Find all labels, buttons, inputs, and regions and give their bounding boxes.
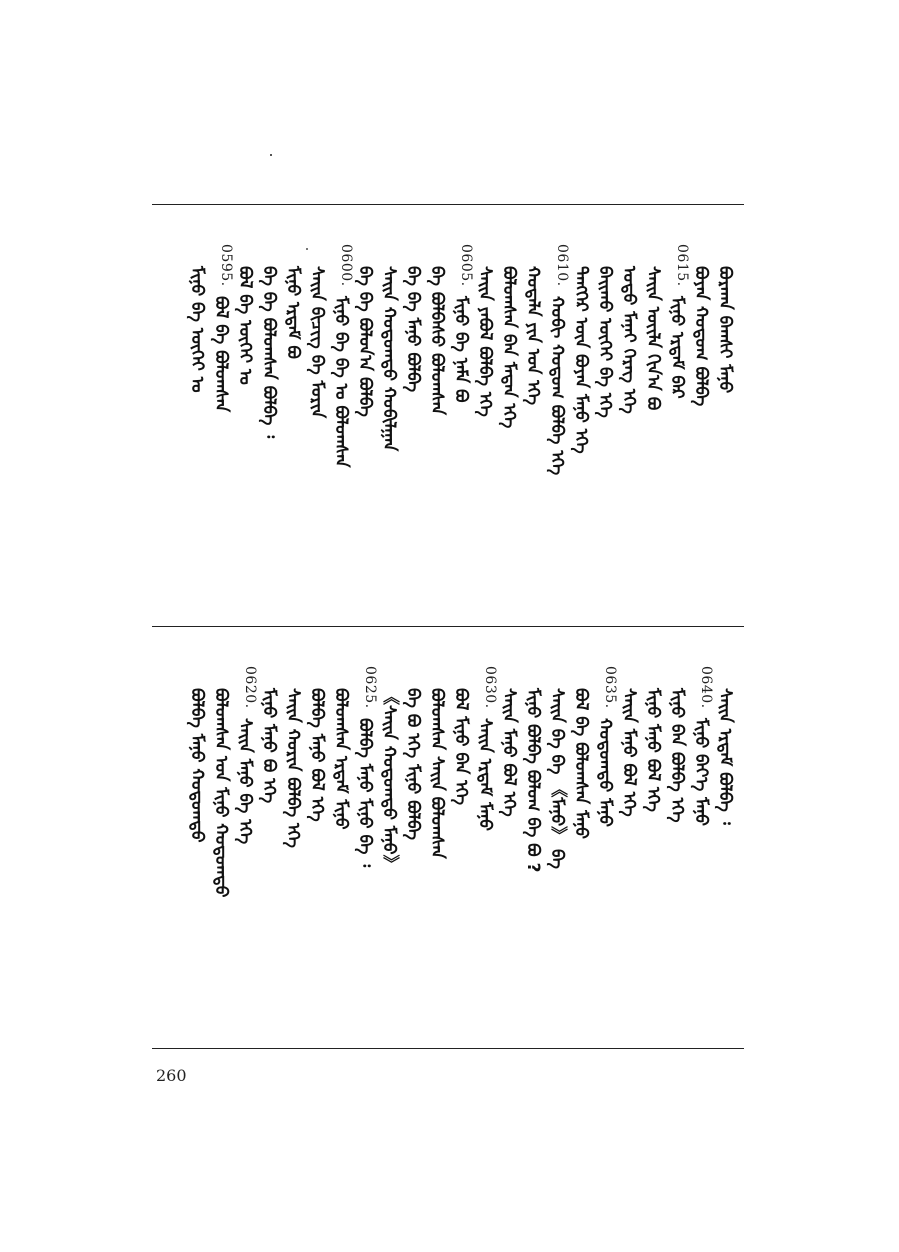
mongolian-verse-line: ᠰᠠᠢᠨ ᠶᠠᠪᠤᠯ ᠪᠣᠯᠪᠠ ᠡᠭᠡ	[475, 266, 495, 417]
mongolian-verse-line: ᠮᠢᠨᠤ ᠪᠡᠨ ᠪᠣᠯᠪᠠ ᠡᠭᠡ	[667, 688, 687, 823]
mongolian-verse-line: ᠲᠡᠩᠭᠡᠷ ᠦᠨ ᠪᠤᠶᠠᠨ ᠮᠠᠨᠤ ᠡᠭᠡ	[571, 266, 591, 454]
mongolian-verse-line: ᠪᠡ ᠪᠣ ᠡᠭᠡ ᠮᠢᠨᠤ ᠪᠣᠯᠪᠠ	[403, 688, 423, 840]
mongolian-verse-line: ᠪᠡ ᠪᠣᠯᠪᠠᠰᠤ ᠪᠣᠯᠤᠭᠰᠠᠨ	[427, 266, 447, 416]
line-number: 0615.	[674, 244, 690, 287]
mongolian-verse-line: ᠪᠣᠯ ᠮᠢᠨᠤ ᠪᠡᠨ ᠡᠭᠡ	[451, 688, 471, 806]
mongolian-verse-line: ᠮᠢᠨᠤ ᠮᠠᠨᠤ ᠪᠣ ᠡᠭᠡ	[259, 688, 279, 804]
mongolian-verse-line: 《ᠰᠠᠢᠨ ᠬᠤᠲᠤᠭᠲᠤ ᠮᠠᠨᠤ》	[379, 688, 399, 872]
mongolian-verse-line: ᠪᠤᠶᠠᠨ ᠬᠤᠲᠤᠭ ᠪᠣᠯᠪᠠ	[691, 266, 711, 407]
line-number: 0610.	[554, 244, 570, 287]
mongolian-verse-line: ᠰᠠᠢᠨ ᠮᠠᠨᠤ ᠪᠣᠯ ᠡᠭᠡ	[619, 688, 639, 817]
mongolian-verse-line: ᠮᠢᠨᠤ ᠪᠡ ᠨᠠᠮᠠ ᠪᠣ	[451, 296, 471, 403]
mongolian-verse-line: ᠰᠠᠢᠨ ᠪᠢᠴᠢᠭ ᠪᠡ ᠮᠣᠷᠢᠨ	[307, 266, 327, 419]
mongolian-verse-line: ᠰᠠᠢᠨ ᠬᠤᠲᠤᠭᠲᠤ ᠬᠤᠪᠢᠯᠭᠠᠨ	[379, 266, 399, 452]
middle-rule	[152, 626, 744, 627]
mongolian-verse-line: ᠰᠠᠢᠨ ᠦᠢᠯᠡ ᠬᠢᠨ᠎ᠠ ᠪᠤ	[643, 266, 663, 411]
line-number: 0620.	[242, 666, 258, 709]
mongolian-verse-line: ᠪᠡ ᠪᠡ ᠪᠣᠯᠤᠨ᠎ᠠ ᠪᠣᠯᠪᠠ	[355, 266, 375, 417]
mongolian-verse-line: ᠪᠡ ᠪᠡ ᠮᠠᠨᠤ ᠪᠣᠯᠪᠠ	[403, 266, 423, 393]
mongolian-verse-line: ᠪᠣᠯ ᠪᠡ ᠪᠣᠯᠤᠭᠰᠠᠨ ᠮᠠᠨᠤ	[571, 688, 591, 839]
mongolian-verse-line: ᠪᠣᠯᠤᠭᠰᠠᠨ ᠡᠷᠳᠡᠮ ᠮᠢᠨᠤ	[331, 688, 351, 830]
mongolian-verse-line: ᠪᠣᠯᠤᠭᠰᠠᠨ ᠰᠠᠢᠨ ᠪᠣᠯᠤᠭᠰᠠᠨ	[427, 688, 447, 859]
mongolian-verse-line: ᠮᠢᠨᠤ ᠡᠷᠳᠡᠮ ᠪᠡᠷ	[667, 296, 687, 399]
line-number: 0630.	[482, 666, 498, 709]
line-number: 0625.	[362, 666, 378, 709]
mongolian-verse-line: ᠬᠣᠪᠢ ᠬᠤᠲᠤᠭ ᠪᠣᠯᠪᠠ ᠡᠭᠡ	[547, 296, 567, 476]
mongolian-verse-line: ᠰᠠᠢᠨ ᠡᠷᠳᠡᠮ ᠪᠣᠯᠪᠠ ᠄	[715, 688, 735, 825]
mongolian-verse-line: ᠪᠤᠷᠬᠠᠨ ᠪᠠᠭᠰᠢ ᠮᠠᠨᠤ	[715, 266, 735, 394]
bottom-rule	[152, 1048, 744, 1049]
mongolian-verse-line: ᠪᠣᠯᠪᠠ ᠮᠠᠨᠤ ᠪᠣᠯ ᠡᠭᠡ	[307, 688, 327, 822]
scan-speck	[306, 248, 308, 250]
mongolian-verse-line: ᠪᠣᠯ ᠪᠡ ᠪᠣᠯᠤᠭᠰᠠᠨ	[211, 296, 231, 413]
mongolian-verse-line: ᠮᠢᠨᠤ ᠪᠡᠶ᠎ᠡ ᠮᠠᠨᠤ	[691, 718, 711, 826]
mongolian-verse-line: ᠪᠣᠯᠪᠠ ᠮᠠᠨᠤ ᠬᠤᠲᠤᠭᠲᠤ	[187, 688, 207, 843]
mongolian-verse-line: ᠰᠠᠢᠨ ᠮᠠᠨᠤ ᠪᠣᠯ ᠡᠭᠡ	[499, 688, 519, 817]
line-number: 0605.	[458, 244, 474, 287]
mongolian-verse-line: ᠮᠢᠨᠤ ᠪᠣᠯᠪᠠ ᠪᠣᠯᠤᠭ ᠪᠡ ᠪᠣ ?	[523, 688, 543, 873]
line-number: 0640.	[698, 666, 714, 709]
mongolian-verse-line: ᠮᠢᠨᠤ ᠡᠷᠳᠡᠮ ᠪᠣ	[283, 266, 303, 359]
mongolian-verse-line: ᠮᠢᠨᠤ ᠪᠡ ᠦᠭᠡᠢ ᠤ	[187, 266, 207, 393]
scan-speck	[270, 154, 272, 156]
mongolian-verse-line: ᠣᠳᠣ ᠮᠠᠨᠠᠢ ᠬᠡᠷᠡᠭ ᠡᠭᠡ	[619, 266, 639, 414]
mongolian-verse-line: ᠰᠠᠢᠨ ᠮᠠᠨᠤ ᠪᠡ ᠡᠭᠡ	[235, 718, 255, 845]
mongolian-verse-line: ᠬᠣᠲᠠᠯᠠ ᠶᠢᠨ ᠤᠨ ᠡᠭᠡ	[523, 266, 543, 406]
mongolian-verse-line: ᠪᠣᠯᠤᠭᠰᠠᠨ ᠪᠠᠨ ᠮᠡᠳᠡᠨ ᠡᠭᠡ	[499, 266, 519, 429]
mongolian-verse-line: ᠪᠡ ᠪᠡ ᠪᠣᠯᠤᠭᠰᠠᠨ ᠪᠣᠯᠪᠠ ᠄	[259, 266, 279, 439]
mongolian-verse-line: ᠰᠠᠢᠨ ᠪᠡ ᠪᠡ 《ᠮᠠᠨᠤ》 ᠪᠡ	[547, 688, 567, 869]
mongolian-verse-line: ᠪᠣᠯᠤᠭᠰᠠᠨ ᠤᠨ ᠮᠢᠨᠤ ᠬᠤᠲᠤᠭᠲᠤ	[211, 688, 231, 898]
page-number: 260	[156, 1066, 187, 1085]
top-rule	[152, 204, 744, 205]
mongolian-verse-line: ᠮᠢᠨᠤ ᠮᠠᠨᠤ ᠪᠣᠯ ᠡᠭᠡ	[643, 688, 663, 812]
line-number: 0600.	[338, 244, 354, 287]
mongolian-verse-line: ᠬᠤᠲᠤᠭᠲᠤ ᠮᠠᠨᠤ	[595, 718, 615, 827]
mongolian-verse-line: ᠪᠣᠯᠪᠠ ᠮᠠᠨᠤ ᠮᠢᠨᠤ ᠪᠡ ᠄	[355, 718, 375, 868]
mongolian-verse-line: ᠮᠢᠨᠤ ᠪᠡ ᠪᠡ ᠤ ᠪᠣᠯᠤᠭᠰᠠᠨ	[331, 296, 351, 468]
line-number: 0595.	[218, 244, 234, 287]
line-number: 0635.	[602, 666, 618, 709]
mongolian-verse-line: ᠰᠠᠢᠨ ᠬᠣᠷᠢᠨ ᠪᠣᠯᠪᠠ ᠡᠭᠡ	[283, 688, 303, 848]
mongolian-verse-line: ᠪᠣᠯ ᠪᠡ ᠦᠭᠡᠢ ᠤ	[235, 266, 255, 385]
mongolian-verse-line: ᠰᠠᠢᠨ ᠡᠷᠳᠡᠮ ᠮᠠᠨᠤ	[475, 718, 495, 831]
mongolian-verse-line: ᠪᠠᠢᠬᠤ ᠦᠭᠡᠢ ᠪᠡ ᠡᠭᠡ	[595, 266, 615, 418]
